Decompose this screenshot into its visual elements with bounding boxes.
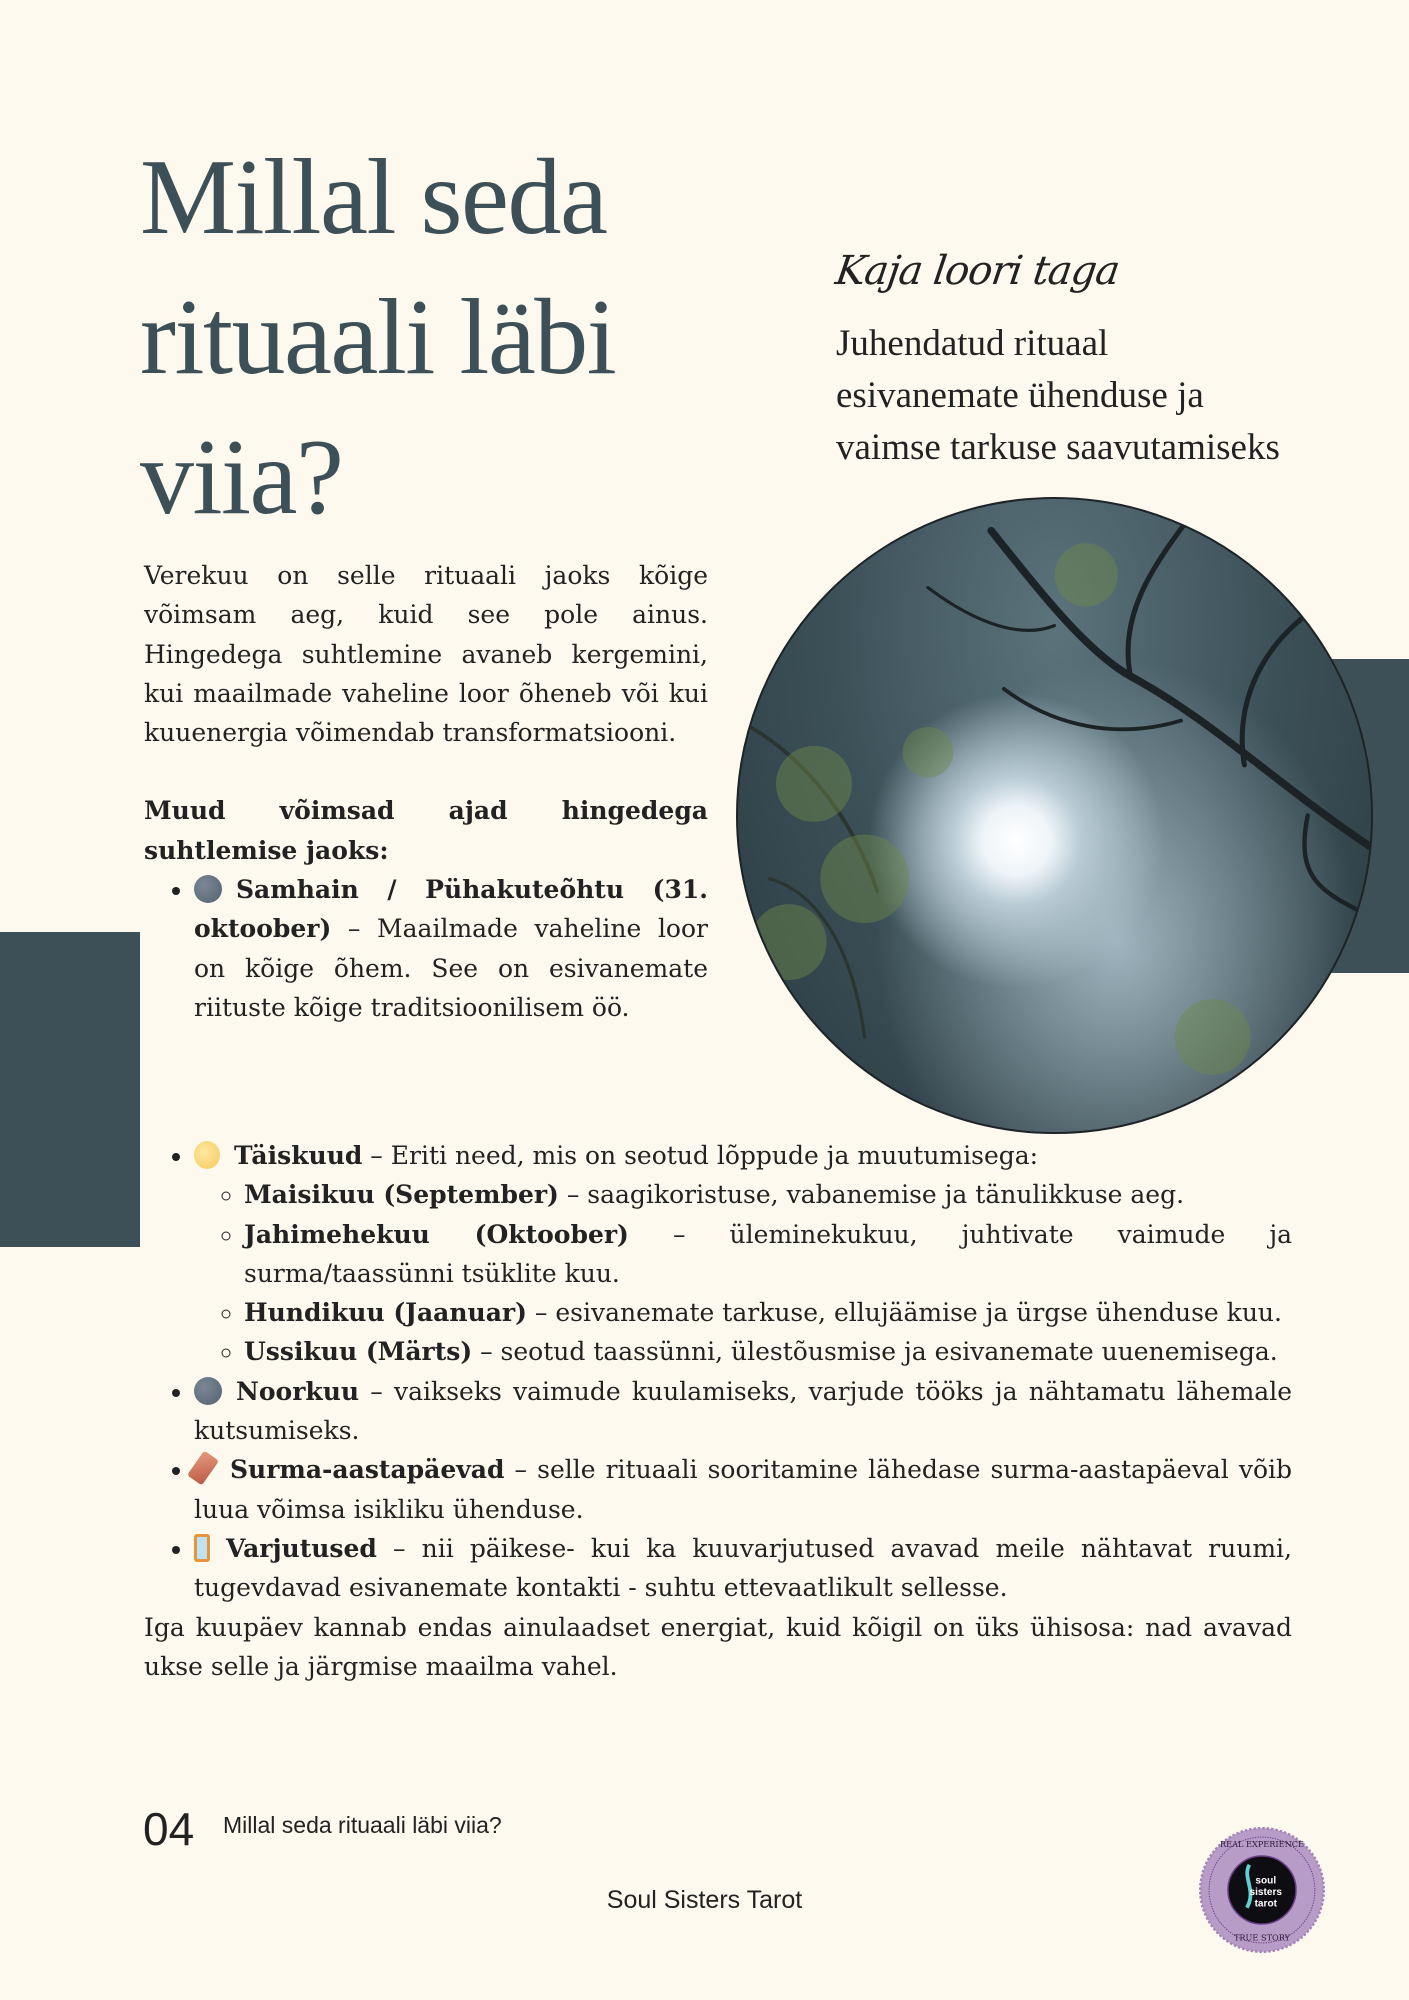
new-moon-icon [194,1377,222,1405]
list-item: • Samhain / Pühakuteõhtu (31. oktoober) – Maailmade vaheline loor on kõige õhem. See on esivanemate riituste kõige traditsioonilisem öö. [194,870,708,1027]
list-heading: Muud võimsad ajad hingedega suhtlemise jaoks: [144,796,708,865]
svg-text:sisters: sisters [1249,1887,1283,1899]
mirror-icon [194,1534,210,1562]
list-item: • Varjutused – nii päikese- kui ka kuuvarjutused avavad meile nähtavat ruumi, tugevdavad esivanemate kontakti - suhtu ettevaatlikult sellesse. [194,1529,1292,1608]
occasion-list-part1 [144,870,708,1027]
list-item: • Täiskuud – Eriti need, mis on seotud lõppude ja muutumisega: ◦ Maisikuu (September) – saagikoristuse, vabanemise ja tänulikkuse aeg. ◦ Jahimehekuu (Oktoober) – üleminekukuu, juhtivate vaimude ja surma/taassünni tsüklite kuu. ◦ Hundikuu (Jaanuar) – esivanemate tarkuse, ellujäämise ja ürgse ühenduse kuu. ◦ Ussikuu (Märts) – seotud taassünni, ülestõusmise ja esivanemate uuenemisega. [194,1136,1292,1372]
svg-text:TRUE STORY: TRUE STORY [1233,1932,1291,1943]
svg-text:soul: soul [1255,1875,1277,1887]
page-title: Millal seda rituaali läbi viia? [140,138,616,537]
intro-paragraph: Verekuu on selle rituaali jaoks kõige võimsam aeg, kuid see pole ainus. Hingedega suhtlemine avaneb kergemini, kui maailmade vaheline loor õheneb või kui kuuenergia võimendab transformatsiooni. [144,561,708,748]
sub-list-item: ◦ Hundikuu (Jaanuar) – esivanemate tarkuse, ellujäämise ja ürgse ühenduse kuu. [244,1293,1292,1332]
coffin-icon [187,1451,219,1486]
svg-text:tarot: tarot [1254,1898,1277,1910]
subtitle: Juhendatud rituaal esivanemate ühenduse ja vaimse tarkuse saavutamiseks [836,323,1280,468]
decor-block-left [0,932,140,1247]
closing-paragraph: Iga kuupäev kannab endas ainulaadset energiat, kuid kõigil on üks ühisosa: nad avavad ukse selle ja järgmise maailma vahel. [144,1612,1292,1681]
full-moon-icon [194,1141,220,1169]
footer-brand: Soul Sisters Tarot [606,1886,803,1914]
svg-text:REAL EXPERIENCE: REAL EXPERIENCE [1219,1839,1305,1850]
new-moon-icon [194,875,222,903]
list-item: • Noorkuu – vaikseks vaimude kuulamiseks, varjude tööks ja nähtamatu lähemale kutsumiseks. [194,1372,1292,1451]
page-number: 04 [143,1803,195,1855]
left-column [144,556,708,1027]
occasion-list-part2 [144,1136,1292,1686]
footer-page-title: Millal seda rituaali läbi viia? [223,1812,502,1838]
sub-list-item: ◦ Ussikuu (Märts) – seotud taassünni, ülestõusmise ja esivanemate uuenemisega. [244,1332,1292,1371]
script-title: Kaja loori taga [832,248,1122,294]
moon-trees-photo [736,497,1373,1134]
sub-list-item: ◦ Maisikuu (September) – saagikoristuse, vabanemise ja tänulikkuse aeg. [244,1175,1292,1214]
list-item: • Surma-aastapäevad – selle rituaali sooritamine lähedase surma-aastapäeval võib luua võimsa isikliku ühenduse. [194,1450,1292,1529]
brand-badge-logo [1199,1827,1325,1953]
sub-list-item: ◦ Jahimehekuu (Oktoober) – üleminekukuu, juhtivate vaimude ja surma/taassünni tsüklite kuu. [244,1215,1292,1294]
